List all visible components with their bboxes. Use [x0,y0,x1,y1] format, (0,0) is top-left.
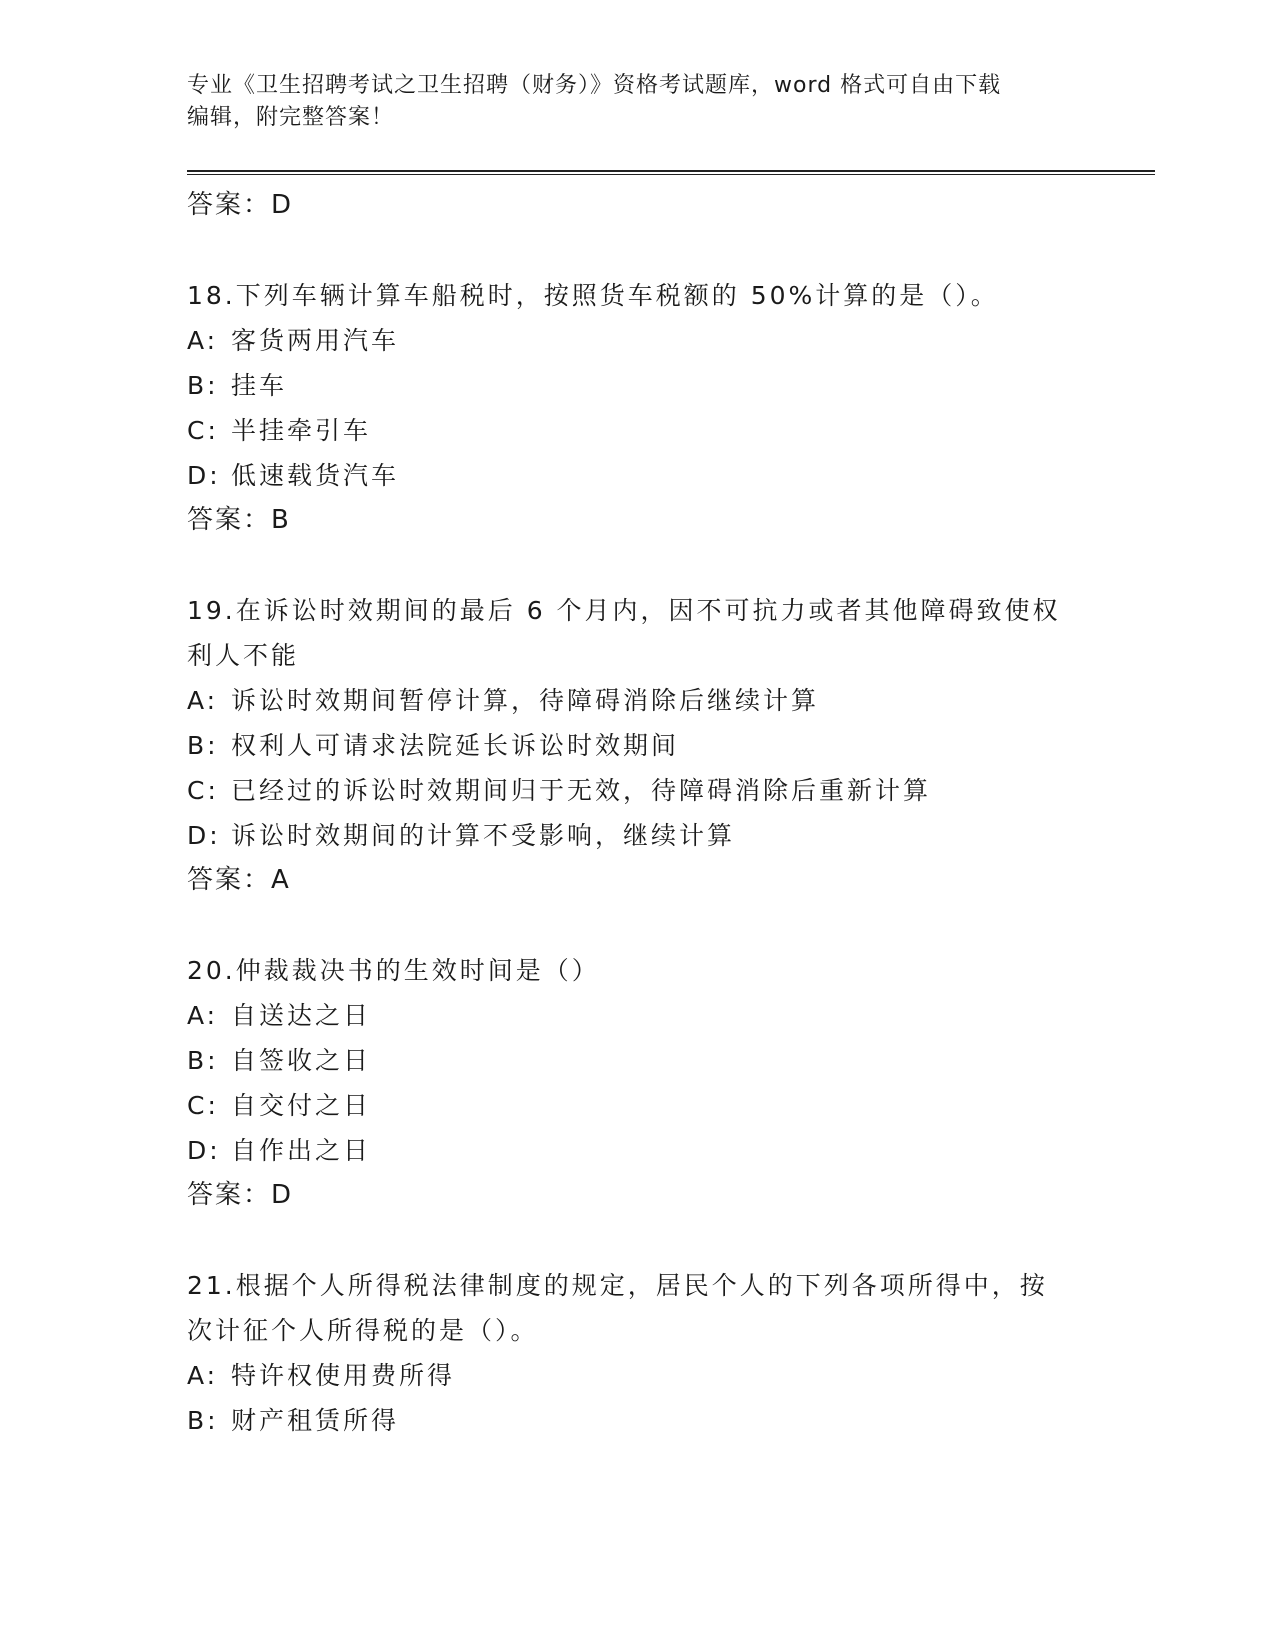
option-label: A: [187,326,219,355]
option-text: 已经过的诉讼时效期间归于无效，待障碍消除后重新计算 [231,776,932,805]
option-c [187,408,1147,453]
document-page [187,70,1147,1443]
option-text: 自交付之日 [231,1091,372,1120]
header-divider [187,170,1155,175]
option-label: C: [187,416,219,445]
option-b [187,1038,1147,1083]
question-19 [187,588,1147,902]
question-text: 21.根据个人所得税法律制度的规定，居民个人的下列各项所得中，按次计征个人所得税的是（）。 [187,1271,1048,1345]
option-label: D: [187,821,221,850]
option-c [187,768,1147,813]
option-c [187,1083,1147,1128]
answer-17: 答案：D [187,190,294,220]
option-text: 诉讼时效期间的计算不受影响，继续计算 [231,821,736,850]
option-label: D: [187,461,221,490]
option-a [187,318,1147,363]
option-label: A: [187,686,219,715]
option-text: 低速载货汽车 [231,461,400,490]
option-b [187,723,1147,768]
question-text: 20.仲裁裁决书的生效时间是（） [187,956,600,985]
option-label: B: [187,371,219,400]
answer-18: 答案：B [187,505,291,535]
option-text: 挂车 [231,371,288,400]
option-label: A: [187,1361,219,1390]
option-label: B: [187,731,219,760]
option-b [187,363,1147,408]
option-label: B: [187,1046,219,1075]
option-text: 诉讼时效期间暂停计算，待障碍消除后继续计算 [231,686,820,715]
option-text: 客货两用汽车 [231,326,400,355]
option-d [187,1128,1147,1173]
option-text: 自送达之日 [231,1001,372,1030]
option-d [187,453,1147,498]
option-text: 权利人可请求法院延长诉讼时效期间 [231,731,680,760]
option-text: 半挂牵引车 [231,416,372,445]
option-a [187,1353,1147,1398]
option-text: 特许权使用费所得 [231,1361,456,1390]
option-label: C: [187,776,219,805]
option-text: 财产租赁所得 [231,1406,400,1435]
header-line-2: 编辑，附完整答案！ [187,105,395,130]
question-text: 18.下列车辆计算车船税时，按照货车税额的 50%计算的是（）。 [187,281,999,310]
option-d [187,813,1147,858]
document-header [187,70,1147,134]
question-20 [187,948,1147,1217]
answer-19: 答案：A [187,865,291,895]
option-label: D: [187,1136,221,1165]
question-18 [187,273,1147,542]
option-b [187,1398,1147,1443]
answer-20: 答案：D [187,1180,294,1210]
option-a [187,678,1147,723]
option-a [187,993,1147,1038]
header-line-1: 专业《卫生招聘考试之卫生招聘（财务）》资格考试题库，word 格式可自由下载 [187,73,1002,98]
question-21 [187,1263,1147,1443]
option-label: C: [187,1091,219,1120]
option-label: A: [187,1001,219,1030]
question-text: 19.在诉讼时效期间的最后 6 个月内，因不可抗力或者其他障碍致使权利人不能 [187,596,1061,670]
option-text: 自作出之日 [231,1136,372,1165]
option-text: 自签收之日 [231,1046,372,1075]
option-label: B: [187,1406,219,1435]
